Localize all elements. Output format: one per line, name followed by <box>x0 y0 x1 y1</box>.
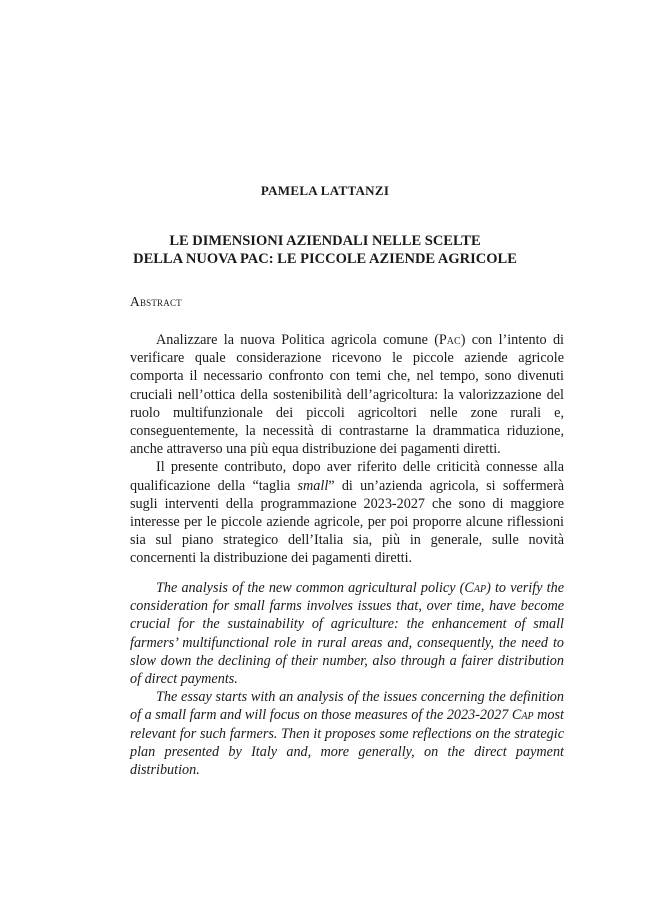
text-run: ) con l’intento di verificare quale considerazione ricevono le piccole aziende agricole comporta il necessario confronto con temi che, nel tempo, sono divenuti cruciali nell’ottica della sostenibilità dell’agricoltura: la valorizzazione del ruolo multifunzionale dei piccoli agricoltori nelle zone rurali e, conseguentemente, la necessità di contrastarne la drammatica riduzione, anche attraverso una più equa distribuzione dei pagamenti diretti. <box>130 332 564 458</box>
abstract-italian <box>130 331 564 568</box>
text-run: ” di un’azienda agricola, si soffermerà sugli interventi della programmazione 2023-2027 che sono di maggiore interesse per le piccole aziende agricole, per poi proporre alcune riflessioni sia sul piano strategico dell’Italia sia, più in generale, sulle novità concernenti la distribuzione dei pagamenti diretti. <box>130 477 564 567</box>
text-run: ) to verify the consideration for small farms involves issues that, over time, have become crucial for the sustainability of agriculture: the enhancement of small farmers’ multifunctional role in rural areas and, consequently, the need to slow down the declining of their number, also through a fairer distribution of direct payments. <box>130 580 564 688</box>
abstract-english <box>130 579 564 779</box>
text-run: The analysis of the new common agricultural policy ( <box>156 580 465 596</box>
abstract-heading: Abstract <box>130 294 182 309</box>
acronym-pac: Pac <box>438 332 461 348</box>
abstract-italian-paragraph-1 <box>130 331 564 458</box>
article-title <box>0 232 650 268</box>
article-title-line-2: DELLA NUOVA PAC: LE PICCOLE AZIENDE AGRICOLE <box>133 251 517 267</box>
article-title-line-1: LE DIMENSIONI AZIENDALI NELLE SCELTE <box>169 233 481 249</box>
text-run: The essay starts with an analysis of the issues concerning the definition of a small farm and will focus on those measures of the 2023-2027 <box>130 689 564 724</box>
text-run: most relevant for such farmers. Then it proposes some reflections on the strategic plan presented by Italy and, more generally, on the direct payment distribution. <box>130 707 564 779</box>
italic-term: small <box>297 477 329 494</box>
abstract-english-paragraph-2 <box>130 688 564 779</box>
author-name: PAMELA LATTANZI <box>260 183 390 198</box>
acronym-cap: Cap <box>511 707 534 724</box>
text-run: Il presente contributo, dopo aver riferito delle criticità connesse alla qualificazione della “taglia <box>130 459 564 494</box>
acronym-cap: Cap <box>464 580 487 596</box>
abstract-english-paragraph-1 <box>130 579 564 688</box>
text-run: Analizzare la nuova Politica agricola comune ( <box>156 332 439 348</box>
abstract-italian-paragraph-2 <box>130 458 564 567</box>
